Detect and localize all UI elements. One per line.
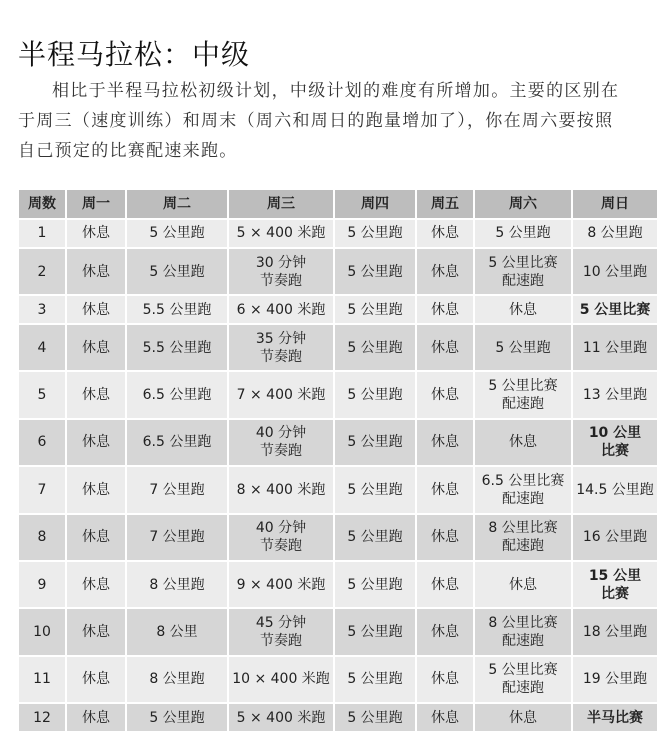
table-cell: 休息 xyxy=(67,467,125,512)
table-cell: 5 公里比赛 xyxy=(573,296,657,323)
header-cell: 周五 xyxy=(417,190,473,218)
header-cell: 周六 xyxy=(475,190,571,218)
header-cell: 周四 xyxy=(335,190,415,218)
table-cell: 休息 xyxy=(417,609,473,654)
table-cell: 5 公里跑 xyxy=(335,296,415,323)
table-row xyxy=(19,562,657,607)
table-cell: 6.5 公里跑 xyxy=(127,372,227,417)
table-cell: 8 公里 xyxy=(127,609,227,654)
table-cell: 6.5 公里跑 xyxy=(127,420,227,465)
table-cell: 休息 xyxy=(67,562,125,607)
table-cell: 休息 xyxy=(67,420,125,465)
training-plan-table xyxy=(17,188,659,733)
table-cell: 4 xyxy=(19,325,65,370)
table-cell: 8 公里跑 xyxy=(127,562,227,607)
table-cell: 休息 xyxy=(67,220,125,247)
table-cell: 7 xyxy=(19,467,65,512)
table-cell: 10 公里跑 xyxy=(573,249,657,294)
table-cell: 6 xyxy=(19,420,65,465)
table-row xyxy=(19,609,657,654)
table-cell: 8 公里跑 xyxy=(127,657,227,702)
table-cell: 5 公里跑 xyxy=(335,420,415,465)
header-cell: 周二 xyxy=(127,190,227,218)
table-cell: 5 公里跑 xyxy=(335,562,415,607)
table-cell: 8 公里跑 xyxy=(573,220,657,247)
table-cell: 45 分钟 节奏跑 xyxy=(229,609,333,654)
table-row xyxy=(19,704,657,731)
table-cell: 7 公里跑 xyxy=(127,515,227,560)
table-cell: 休息 xyxy=(417,420,473,465)
table-cell: 6 × 400 米跑 xyxy=(229,296,333,323)
table-cell: 14.5 公里跑 xyxy=(573,467,657,512)
table-cell: 8 公里比赛 配速跑 xyxy=(475,609,571,654)
intro-paragraph: 相比于半程马拉松初级计划，中级计划的难度有所增加。主要的区别在于周三（速度训练）和周末（周六和周日的跑量增加了），你在周六要按照自己预定的比赛配速来跑。 xyxy=(18,81,620,161)
table-cell: 5 公里比赛 配速跑 xyxy=(475,657,571,702)
table-cell: 休息 xyxy=(67,657,125,702)
table-cell: 5 公里跑 xyxy=(475,220,571,247)
table-cell: 10 公里 比赛 xyxy=(573,420,657,465)
table-cell: 休息 xyxy=(67,249,125,294)
table-cell: 休息 xyxy=(417,515,473,560)
table-cell: 休息 xyxy=(67,609,125,654)
table-row xyxy=(19,296,657,323)
table-cell: 11 xyxy=(19,657,65,702)
table-cell: 休息 xyxy=(67,515,125,560)
table-cell: 5.5 公里跑 xyxy=(127,325,227,370)
table-cell: 2 xyxy=(19,249,65,294)
table-cell: 5 公里跑 xyxy=(335,657,415,702)
header-cell: 周日 xyxy=(573,190,657,218)
table-cell: 休息 xyxy=(417,562,473,607)
table-cell: 8 × 400 米跑 xyxy=(229,467,333,512)
table-row xyxy=(19,249,657,294)
table-cell: 7 × 400 米跑 xyxy=(229,372,333,417)
table-cell: 8 公里比赛 配速跑 xyxy=(475,515,571,560)
table-cell: 30 分钟 节奏跑 xyxy=(229,249,333,294)
table-row xyxy=(19,420,657,465)
table-cell: 休息 xyxy=(67,296,125,323)
table-cell: 18 公里跑 xyxy=(573,609,657,654)
header-cell: 周数 xyxy=(19,190,65,218)
table-cell: 休息 xyxy=(475,562,571,607)
table-cell: 5 × 400 米跑 xyxy=(229,704,333,731)
table-cell: 13 公里跑 xyxy=(573,372,657,417)
table-cell: 6.5 公里比赛 配速跑 xyxy=(475,467,571,512)
table-cell: 10 xyxy=(19,609,65,654)
table-cell: 5 公里比赛 配速跑 xyxy=(475,372,571,417)
table-cell: 休息 xyxy=(475,420,571,465)
table-cell: 5.5 公里跑 xyxy=(127,296,227,323)
table-header-row xyxy=(19,190,657,218)
table-cell: 休息 xyxy=(417,325,473,370)
table-cell: 5 公里跑 xyxy=(335,220,415,247)
table-cell: 5 × 400 米跑 xyxy=(229,220,333,247)
table-cell: 5 公里跑 xyxy=(475,325,571,370)
table-cell: 休息 xyxy=(417,296,473,323)
table-cell: 休息 xyxy=(67,704,125,731)
table-cell: 16 公里跑 xyxy=(573,515,657,560)
table-cell: 休息 xyxy=(417,220,473,247)
table-cell: 40 分钟 节奏跑 xyxy=(229,420,333,465)
table-cell: 休息 xyxy=(475,296,571,323)
table-cell: 休息 xyxy=(67,372,125,417)
table-cell: 5 公里跑 xyxy=(127,249,227,294)
table-row xyxy=(19,657,657,702)
table-cell: 5 公里跑 xyxy=(127,220,227,247)
table-cell: 休息 xyxy=(417,372,473,417)
table-cell: 休息 xyxy=(67,325,125,370)
table-cell: 5 xyxy=(19,372,65,417)
table-cell: 5 公里跑 xyxy=(335,704,415,731)
table-cell: 5 公里比赛 配速跑 xyxy=(475,249,571,294)
table-cell: 9 × 400 米跑 xyxy=(229,562,333,607)
table-cell: 5 公里跑 xyxy=(335,515,415,560)
table-cell: 5 公里跑 xyxy=(335,249,415,294)
page-title: 半程马拉松：中级 xyxy=(18,37,251,71)
table-cell: 5 公里跑 xyxy=(335,609,415,654)
table-row xyxy=(19,467,657,512)
table-cell: 8 xyxy=(19,515,65,560)
table-cell: 19 公里跑 xyxy=(573,657,657,702)
table-cell: 休息 xyxy=(417,704,473,731)
header-cell: 周三 xyxy=(229,190,333,218)
table-row xyxy=(19,372,657,417)
table-cell: 10 × 400 米跑 xyxy=(229,657,333,702)
table-cell: 40 分钟 节奏跑 xyxy=(229,515,333,560)
table-cell: 休息 xyxy=(417,467,473,512)
table-cell: 休息 xyxy=(417,657,473,702)
table-cell: 5 公里跑 xyxy=(335,372,415,417)
table-cell: 7 公里跑 xyxy=(127,467,227,512)
table-cell: 5 公里跑 xyxy=(335,467,415,512)
table-cell: 5 公里跑 xyxy=(127,704,227,731)
table-cell: 休息 xyxy=(475,704,571,731)
table-cell: 半马比赛 xyxy=(573,704,657,731)
table-cell: 9 xyxy=(19,562,65,607)
table-cell: 11 公里跑 xyxy=(573,325,657,370)
table-cell: 35 分钟 节奏跑 xyxy=(229,325,333,370)
table-body xyxy=(19,220,657,731)
table-row xyxy=(19,325,657,370)
table-row xyxy=(19,220,657,247)
table-cell: 12 xyxy=(19,704,65,731)
table-cell: 3 xyxy=(19,296,65,323)
table-cell: 15 公里 比赛 xyxy=(573,562,657,607)
header-cell: 周一 xyxy=(67,190,125,218)
table-row xyxy=(19,515,657,560)
table-cell: 休息 xyxy=(417,249,473,294)
table-cell: 5 公里跑 xyxy=(335,325,415,370)
table-cell: 1 xyxy=(19,220,65,247)
